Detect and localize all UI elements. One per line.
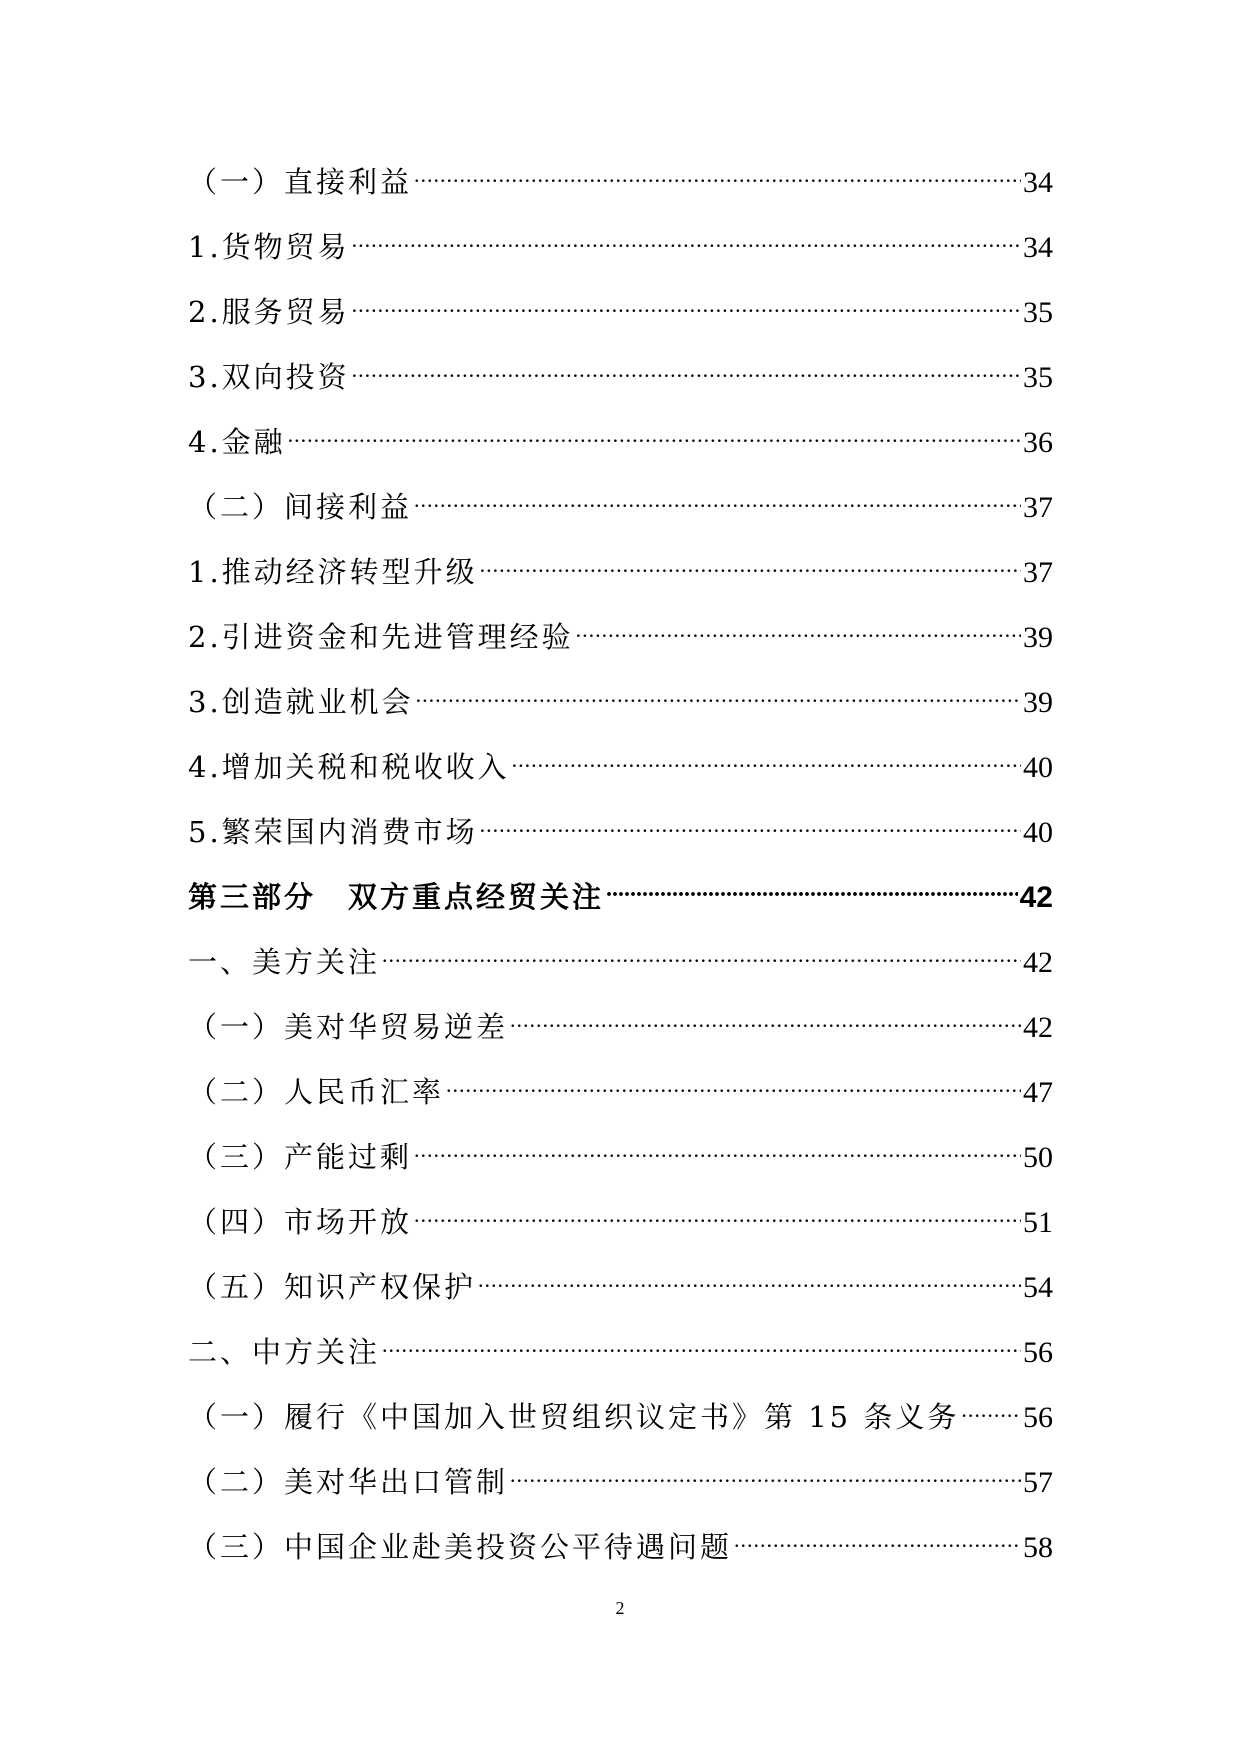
toc-leader-dots (414, 152, 1021, 192)
toc-entry[interactable] (188, 1257, 1053, 1322)
toc-leader-dots (288, 412, 1021, 452)
toc-leader-dots (734, 1517, 1021, 1557)
toc-entry-label: 1.货物贸易 (188, 230, 350, 264)
toc-entry-label: 1.推动经济转型升级 (188, 555, 478, 589)
toc-entry[interactable] (188, 1127, 1053, 1192)
toc-entry[interactable] (188, 217, 1053, 282)
toc-section-heading[interactable] (188, 932, 1053, 997)
toc-entry-label: 二、中方关注 (188, 1335, 381, 1369)
toc-entry-page: 39 (1023, 621, 1053, 654)
toc-entry-page: 35 (1023, 296, 1053, 329)
toc-entry-page: 36 (1023, 426, 1053, 459)
toc-entry[interactable] (188, 1517, 1053, 1582)
toc-entry-page: 54 (1023, 1271, 1053, 1304)
toc-entry-label: （三）中国企业赴美投资公平待遇问题 (188, 1530, 733, 1564)
toc-entry-page: 56 (1023, 1336, 1053, 1369)
toc-entry-page: 42 (1023, 1011, 1053, 1044)
toc-entry-page: 35 (1023, 361, 1053, 394)
toc-entry-label: （一）履行《中国加入世贸组织议定书》第 15 条义务 (188, 1400, 960, 1434)
toc-leader-dots (352, 282, 1021, 322)
toc-entry-label: 第三部分 双方重点经贸关注 (188, 880, 605, 914)
toc-entry-page: 56 (1023, 1401, 1053, 1434)
toc-entry-label: 4.增加关税和税收收入 (188, 750, 510, 784)
toc-entry[interactable] (188, 152, 1053, 217)
toc-entry-label: 4.金融 (188, 425, 286, 459)
toc-entry-label: （一）美对华贸易逆差 (188, 1010, 509, 1044)
toc-entry-page: 42 (1019, 881, 1053, 914)
toc-entry-label: 5.繁荣国内消费市场 (188, 815, 478, 849)
toc-entry-label: （一）直接利益 (188, 165, 413, 199)
toc-entry-label: （二）人民币汇率 (188, 1075, 445, 1109)
toc-leader-dots (480, 542, 1021, 582)
toc-leader-dots (414, 1127, 1021, 1167)
table-of-contents (188, 152, 1053, 1582)
toc-entry-page: 39 (1023, 686, 1053, 719)
toc-entry-page: 37 (1023, 491, 1053, 524)
toc-leader-dots (576, 607, 1021, 647)
toc-entry-label: 3.创造就业机会 (188, 685, 414, 719)
toc-entry-label: （二）间接利益 (188, 490, 413, 524)
toc-entry[interactable] (188, 1452, 1053, 1517)
toc-entry-page: 51 (1023, 1206, 1053, 1239)
toc-entry[interactable] (188, 802, 1053, 867)
toc-section-heading[interactable] (188, 1322, 1053, 1387)
toc-part-heading[interactable] (188, 867, 1053, 932)
toc-entry[interactable] (188, 542, 1053, 607)
toc-entry-label: 2.服务贸易 (188, 295, 350, 329)
toc-entry[interactable] (188, 1192, 1053, 1257)
toc-entry[interactable] (188, 1062, 1053, 1127)
toc-leader-dots (480, 802, 1021, 842)
toc-leader-dots (446, 1062, 1021, 1102)
page-number: 2 (615, 1598, 625, 1618)
toc-entry[interactable] (188, 672, 1053, 737)
toc-entry[interactable] (188, 347, 1053, 412)
toc-leader-dots (510, 997, 1021, 1037)
toc-entry-page: 40 (1023, 751, 1053, 784)
toc-entry-page: 42 (1023, 946, 1053, 979)
toc-entry[interactable] (188, 1387, 1053, 1452)
toc-entry-label: 3.双向投资 (188, 360, 350, 394)
toc-leader-dots (352, 217, 1021, 257)
toc-leader-dots (961, 1387, 1021, 1427)
toc-leader-dots (478, 1257, 1021, 1297)
toc-entry[interactable] (188, 477, 1053, 542)
toc-entry-label: （五）知识产权保护 (188, 1270, 477, 1304)
toc-leader-dots (382, 1322, 1021, 1362)
toc-leader-dots (606, 867, 1018, 907)
toc-entry[interactable] (188, 997, 1053, 1062)
toc-entry-label: 2.引进资金和先进管理经验 (188, 620, 574, 654)
toc-leader-dots (414, 1192, 1021, 1232)
toc-entry-page: 34 (1023, 166, 1053, 199)
toc-entry[interactable] (188, 737, 1053, 802)
toc-leader-dots (512, 737, 1021, 777)
toc-entry-page: 47 (1023, 1076, 1053, 1109)
toc-entry-page: 57 (1023, 1466, 1053, 1499)
toc-entry[interactable] (188, 607, 1053, 672)
toc-leader-dots (510, 1452, 1021, 1492)
toc-entry-page: 50 (1023, 1141, 1053, 1174)
toc-leader-dots (382, 932, 1021, 972)
toc-entry-page: 58 (1023, 1531, 1053, 1564)
toc-leader-dots (352, 347, 1021, 387)
toc-entry-label: （四）市场开放 (188, 1205, 413, 1239)
toc-entry[interactable] (188, 412, 1053, 477)
toc-entry-page: 34 (1023, 231, 1053, 264)
toc-entry-page: 37 (1023, 556, 1053, 589)
toc-leader-dots (416, 672, 1021, 712)
toc-leader-dots (414, 477, 1021, 517)
toc-entry-label: （三）产能过剩 (188, 1140, 413, 1174)
toc-entry-label: （二）美对华出口管制 (188, 1465, 509, 1499)
toc-entry-page: 40 (1023, 816, 1053, 849)
toc-entry[interactable] (188, 282, 1053, 347)
toc-entry-label: 一、美方关注 (188, 945, 381, 979)
